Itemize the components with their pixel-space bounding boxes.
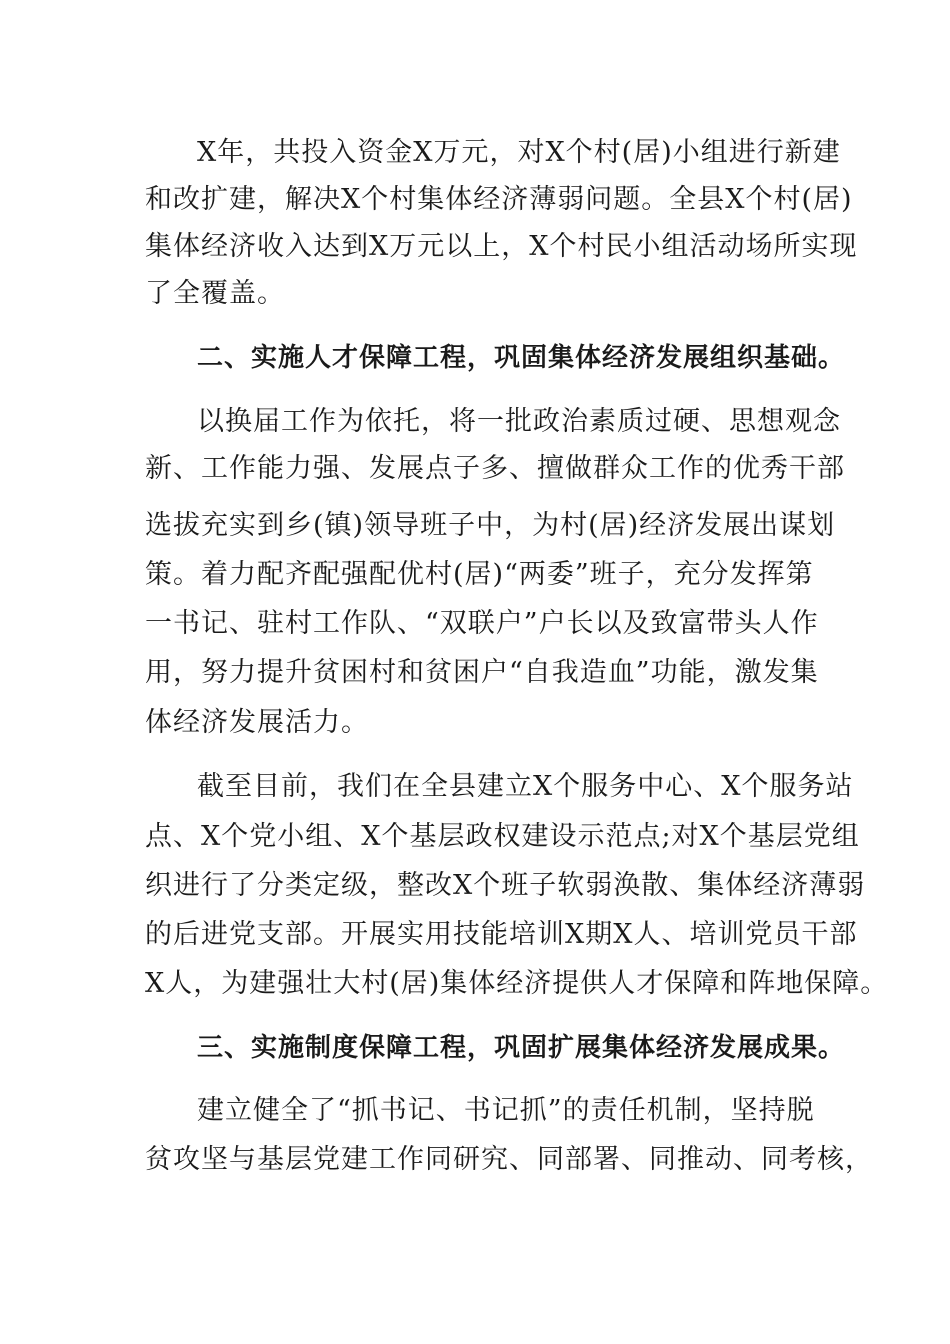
section-heading: 三、实施制度保障工程，巩固扩展集体经济发展成果。 <box>197 1033 846 1063</box>
paragraph-line: 策。着力配齐配强配优村(居)“两委”班子，充分发挥第 <box>145 559 814 590</box>
section-heading: 二、实施人才保障工程，巩固集体经济发展组织基础。 <box>197 343 846 373</box>
paragraph-line: 以换届工作为依托，将一批政治素质过硬、思想观念 <box>197 406 841 437</box>
paragraph-line: 和改扩建，解决X个村集体经济薄弱问题。全县X个村(居) <box>145 184 853 215</box>
paragraph-line: 新、工作能力强、发展点子多、擅做群众工作的优秀干部 <box>145 453 845 484</box>
paragraph-line: X年，共投入资金X万元，对X个村(居)小组进行新建 <box>197 137 841 168</box>
paragraph-line: 点、X个党小组、X个基层政权建设示范点;对X个基层党组 <box>145 821 860 852</box>
paragraph-line: 一书记、驻村工作队、“双联户”户长以及致富带头人作 <box>145 608 819 639</box>
paragraph-line: 的后进党支部。开展实用技能培训X期X人、培训党员干部 <box>145 919 858 950</box>
paragraph-line: 用，努力提升贫困村和贫困户“自我造血”功能，激发集 <box>145 657 819 688</box>
paragraph-line: 选拔充实到乡(镇)领导班子中，为村(居)经济发展出谋划 <box>145 510 836 541</box>
paragraph-line: 贫攻坚与基层党建工作同研究、同部署、同推动、同考核， <box>145 1144 873 1175</box>
paragraph-line: X人，为建强壮大村(居)集体经济提供人才保障和阵地保障。 <box>145 968 889 999</box>
paragraph-line: 体经济发展活力。 <box>145 707 369 738</box>
paragraph-line: 建立健全了“抓书记、书记抓”的责任机制，坚持脱 <box>197 1095 815 1126</box>
paragraph-line: 集体经济收入达到X万元以上，X个村民小组活动场所实现 <box>145 231 858 262</box>
paragraph-line: 织进行了分类定级，整改X个班子软弱涣散、集体经济薄弱 <box>145 870 866 901</box>
paragraph-line: 了全覆盖。 <box>145 278 285 309</box>
paragraph-line: 截至目前，我们在全县建立X个服务中心、X个服务站 <box>197 771 854 802</box>
